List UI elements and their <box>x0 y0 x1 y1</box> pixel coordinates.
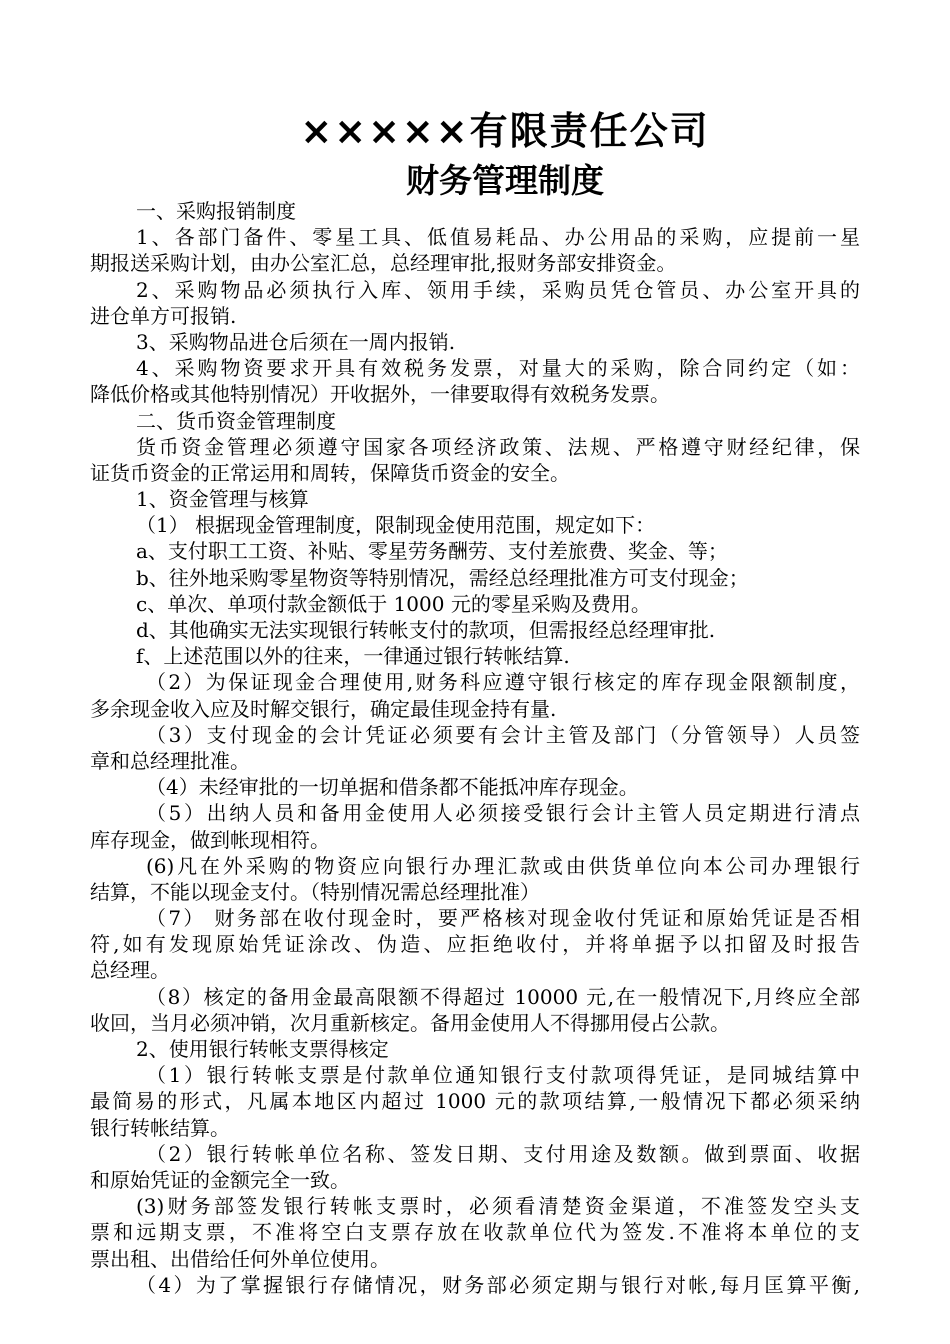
text-line: 和原始凭证的金额完全一致。 <box>90 1167 350 1192</box>
text-line: 进仓单方可报销. <box>90 303 237 328</box>
text-line: b、往外地采购零星物资等特别情况，需经总经理批准方可支付现金； <box>136 565 749 590</box>
text-line: （1）银行转帐支票是付款单位通知银行支付款项得凭证，是同城结算中 <box>146 1063 860 1088</box>
text-line: 票出租、出借给任何外单位使用。 <box>90 1246 390 1271</box>
text-line: （4）未经审批的一切单据和借条都不能抵冲库存现金。 <box>146 775 639 800</box>
text-line: 章和总经理批准。 <box>90 748 250 773</box>
text-line: 票和远期支票，不准将空白支票存放在收款单位代为签发.不准将本单位的支 <box>90 1220 860 1245</box>
text-line: f、上述范围以外的往来，一律通过银行转帐结算. <box>136 644 570 669</box>
text-line: 期报送采购计划，由办公室汇总，总经理审批,报财务部安排资金。 <box>90 251 677 276</box>
text-line: 一、采购报销制度 <box>136 199 296 223</box>
company-title: ×××××有限责任公司 <box>300 109 710 153</box>
text-line: （7） 财务部在收付现金时，要严格核对现金收付凭证和原始凭证是否相 <box>146 906 860 931</box>
text-line: 最简易的形式，凡属本地区内超过 1000 元的款项结算,一般情况下都必须采纳 <box>90 1089 860 1114</box>
text-line: 银行转帐结算。 <box>90 1115 230 1140</box>
text-line: 多余现金收入应及时解交银行，确定最佳现金持有量. <box>90 696 557 721</box>
text-line: 降低价格或其他特别情况）开收据外，一律要取得有效税务发票。 <box>90 382 670 407</box>
text-line: 证货币资金的正常运用和周转，保障货币资金的安全。 <box>90 460 570 485</box>
text-line: 2、采购物品必须执行入库、领用手续，采购员凭仓管员、办公室开具的 <box>136 277 860 302</box>
text-line: 总经理。 <box>90 958 170 983</box>
text-line: 货币资金管理必须遵守国家各项经济政策、法规、严格遵守财经纪律，保 <box>136 434 860 459</box>
text-line: a、支付职工工资、补贴、零星劳务酬劳、支付差旅费、奖金、等； <box>136 539 728 564</box>
text-line: 2、使用银行转帐支票得核定 <box>136 1037 389 1061</box>
document-subtitle: 财务管理制度 <box>406 161 604 200</box>
text-line: （4）为了掌握银行存储情况，财务部必须定期与银行对帐,每月匡算平衡, <box>136 1272 860 1297</box>
text-line: 4、采购物资要求开具有效税务发票，对量大的采购，除合同约定（如： <box>136 356 860 381</box>
text-line: （2）为保证现金合理使用,财务科应遵守银行核定的库存现金限额制度， <box>146 670 860 695</box>
text-line: 结算，不能以现金支付。（特别情况需总经理批准） <box>90 879 540 904</box>
text-line: 3、采购物品进仓后须在一周内报销. <box>136 329 456 354</box>
text-line: 符,如有发现原始凭证涂改、伪造、应拒绝收付，并将单据予以扣留及时报告 <box>90 932 860 957</box>
text-line: 1、资金管理与核算 <box>136 487 309 512</box>
text-line: （3）支付现金的会计凭证必须要有会计主管及部门（分管领导）人员签 <box>146 722 860 747</box>
text-line: 二、货币资金管理制度 <box>136 408 336 433</box>
text-line: (6)凡在外采购的物资应向银行办理汇款或由供货单位向本公司办理银行 <box>146 853 860 878</box>
text-line: （2）银行转帐单位名称、签发日期、支付用途及数额。做到票面、收据 <box>146 1141 860 1166</box>
text-line: 收回，当月必须冲销，次月重新核定。备用金使用人不得挪用侵占公款。 <box>90 1010 730 1035</box>
text-line: 1、各部门备件、零星工具、低值易耗品、办公用品的采购，应提前一星 <box>136 225 860 250</box>
text-line: （5）出纳人员和备用金使用人必须接受银行会计主管人员定期进行清点 <box>146 801 860 826</box>
text-line: c、单次、单项付款金额低于 1000 元的零星采购及费用。 <box>136 591 651 616</box>
text-line: （1） 根据现金管理制度，限制现金使用范围，规定如下： <box>136 513 656 538</box>
text-line: (3)财务部签发银行转帐支票时，必须看清楚资金渠道，不准签发空头支 <box>136 1194 860 1219</box>
text-line: d、其他确实无法实现银行转帐支付的款项，但需报经总经理审批. <box>136 618 716 642</box>
text-line: 库存现金，做到帐现相符。 <box>90 827 330 852</box>
text-line: （8）核定的备用金最高限额不得超过 10000 元,在一般情况下,月终应全部 <box>146 984 860 1009</box>
document-body <box>90 198 860 1298</box>
